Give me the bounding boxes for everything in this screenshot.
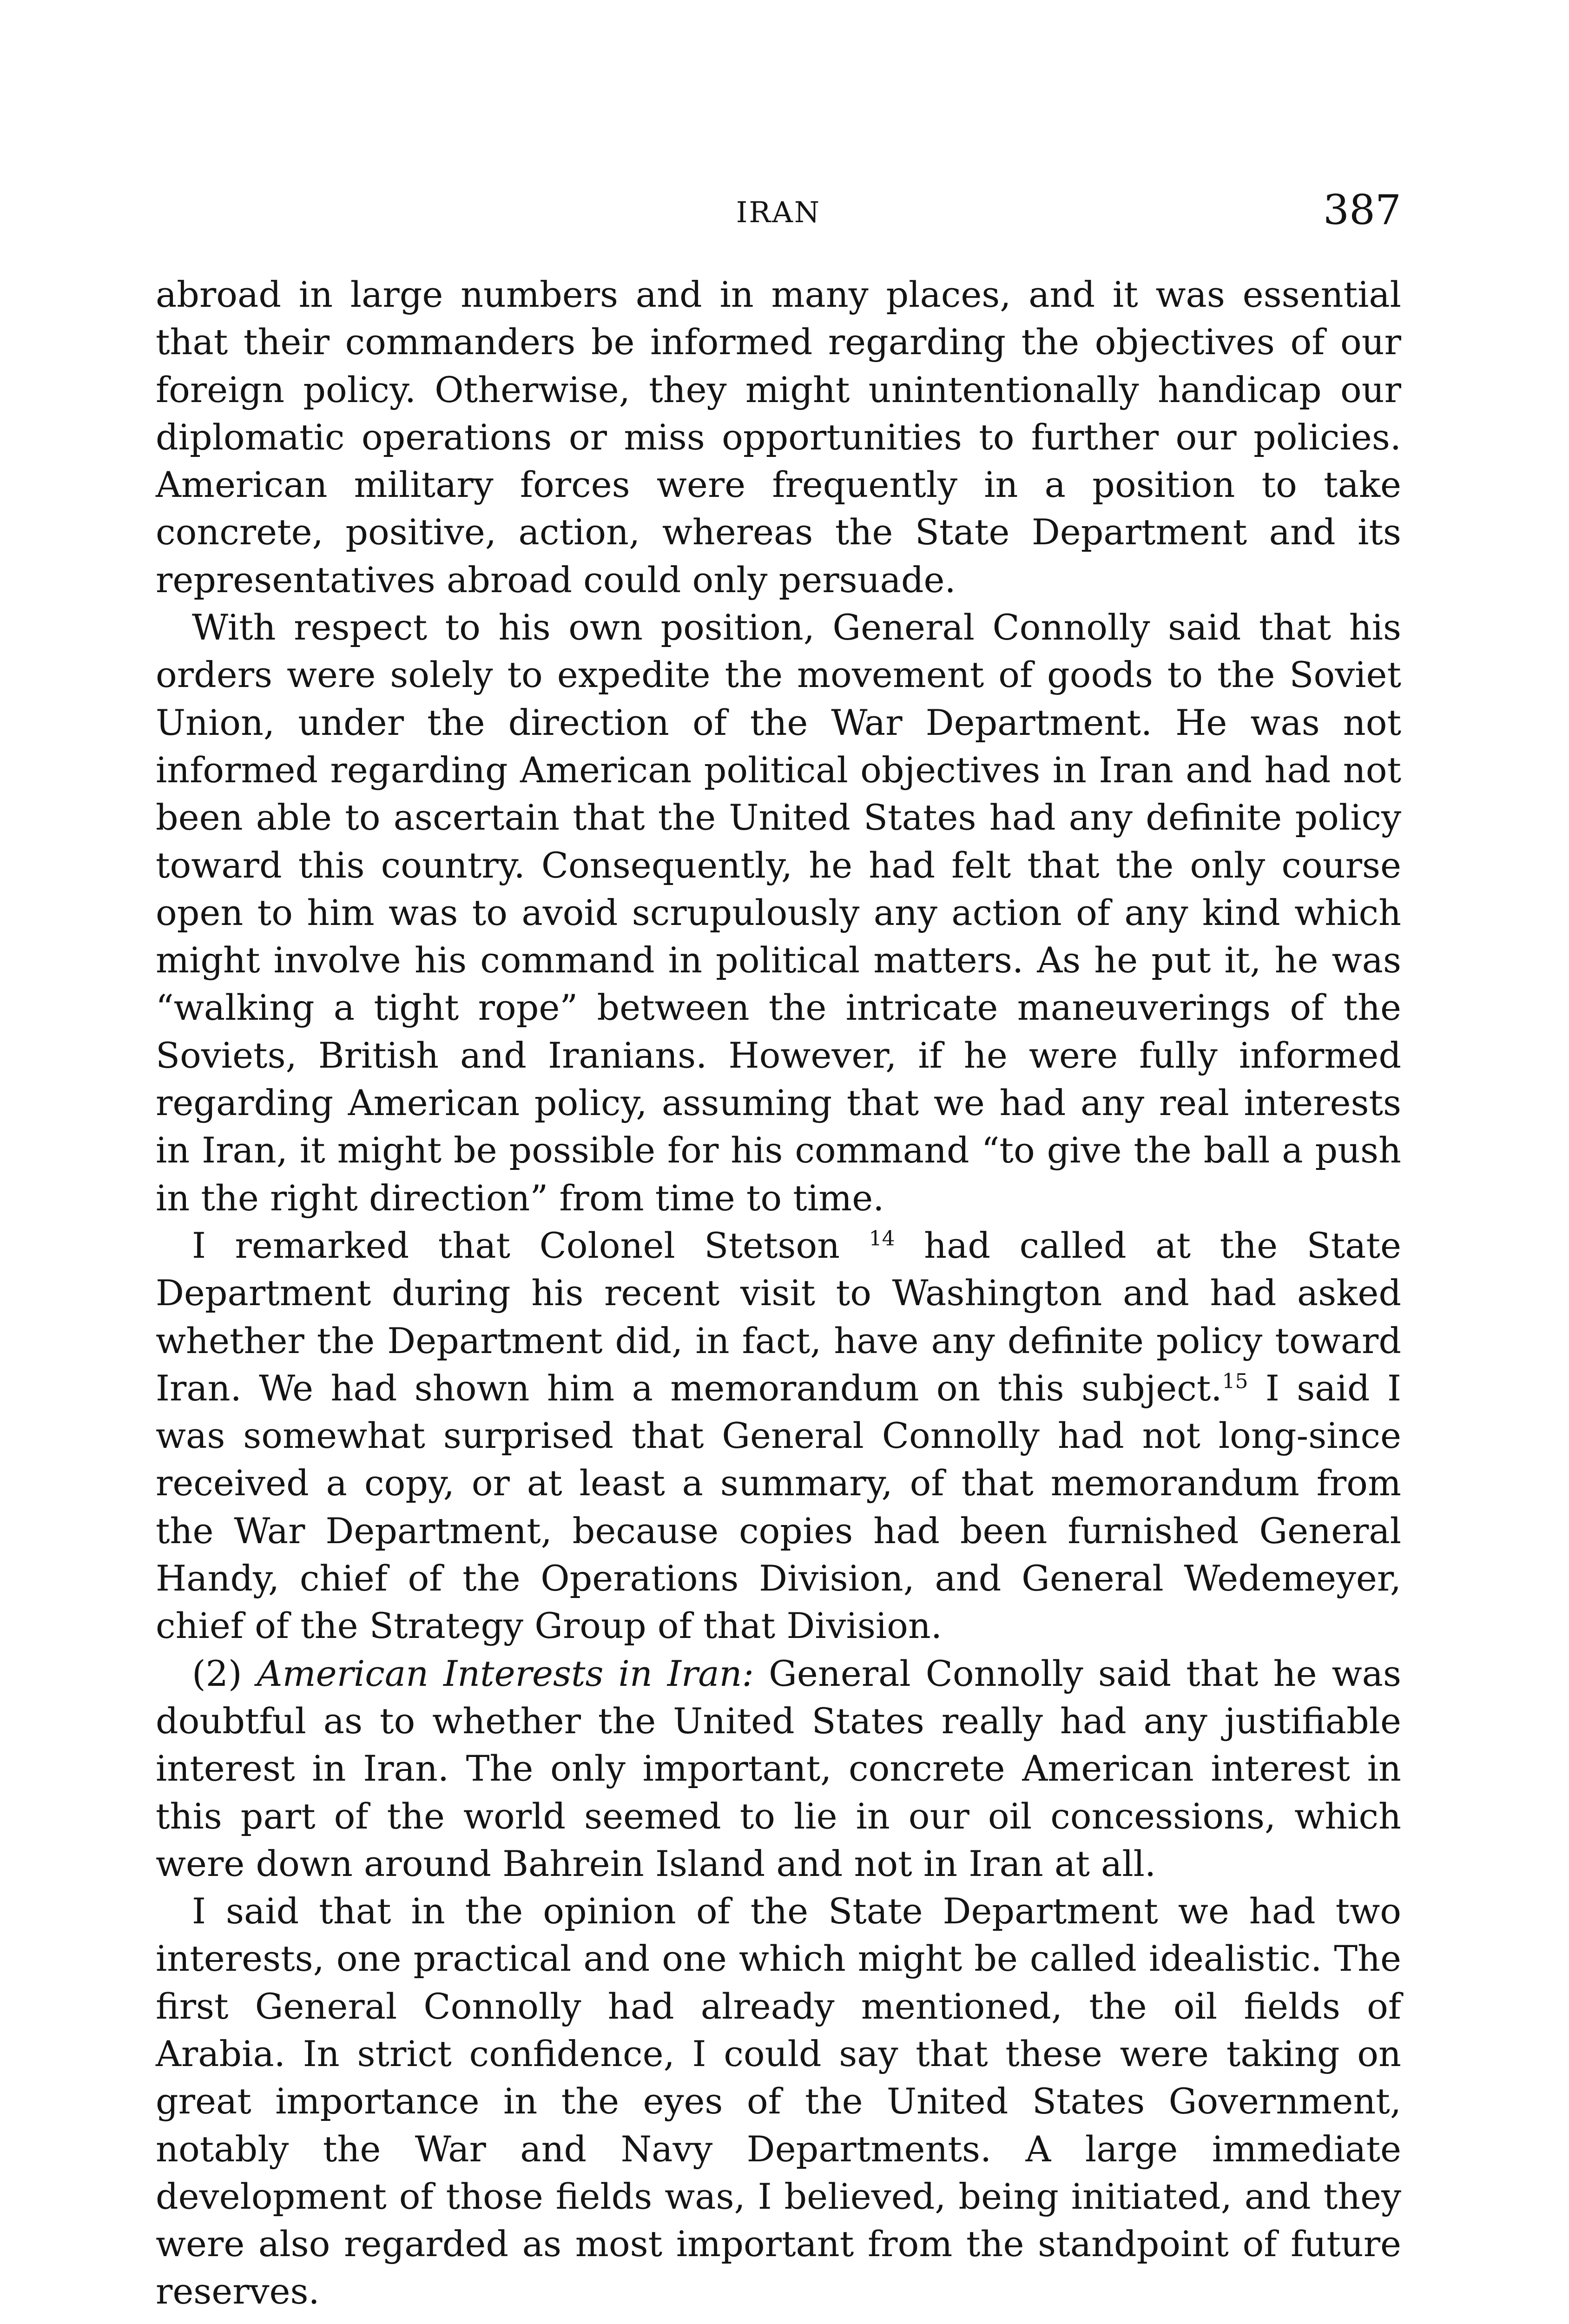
paragraph-4 — [156, 1650, 1401, 1888]
footnote-ref-14: 14 — [869, 1227, 895, 1251]
paragraph-3-text-b: had called at the State Department during his recent visit to Washington and had asked whether the Department did, in fact, have any definite policy toward Iran. We had shown him a memorandum on this subject. — [156, 1224, 1401, 1409]
paragraph-2-text: With respect to his own position, General Connolly said that his orders were solely to expedite the movement of goods to the Soviet Union, under the direction of the War Department. He was not informed regarding American political objectives in Iran and had not been able to ascertain that the United States had any definite policy toward this country. Consequently, he had felt that the only course open to him was to avoid scrupulously any action of any kind which might involve his command in political matters. As he put it, he was “walking a tight rope” between the intricate maneuverings of the Soviets, British and Iranians. However, if he were fully informed regarding American policy, assuming that we had any real interests in Iran, it might be possible for his command “to give the ball a push in the right direction” from time to time. — [156, 607, 1401, 1219]
section-heading-italic: American Interests in Iran: — [257, 1652, 754, 1694]
footnote-ref-15: 15 — [1222, 1369, 1248, 1393]
section-number: (2) — [192, 1652, 242, 1694]
page-number: 387 — [1323, 186, 1401, 234]
paragraph-2 — [156, 604, 1401, 1222]
running-title: IRAN — [736, 195, 821, 229]
running-head — [156, 186, 1401, 237]
paragraph-1-text: abroad in large numbers and in many places, and it was essential that their commanders be informed regarding the objectives of our foreign policy. Otherwise, they might unintentionally handicap our diplomatic operations or miss opportunities to further our policies. American military forces were frequently in a position to take concrete, positive, action, whereas the State Department and its representatives abroad could only persuade. — [156, 274, 1401, 601]
paragraph-3-text-c: I said I was somewhat surprised that General Connolly had not long-since received a copy, or at least a summary, of that memorandum from the War Department, because copies had been furnished General Handy, chief of the Operations Division, and General Wedemeyer, chief of the Strategy Group of that Division. — [156, 1367, 1401, 1647]
document-page — [156, 0, 1401, 2324]
paragraph-4-text: General Connolly said that he was doubtful as to whether the United States really had any justifiable interest in Iran. The only important, concrete American interest in this part of the world seemed to lie in our oil concessions, which were down around Bahrein Island and not in Iran at all. — [156, 1652, 1401, 1884]
body-text — [156, 271, 1401, 2316]
paragraph-5-text: I said that in the opinion of the State Department we had two interests, one practical and one which might be called idealistic. The first General Connolly had already mentioned, the oil fields of Arabia. In strict confidence, I could say that these were taking on great importance in the eyes of the United States Government, notably the War and Navy Departments. A large immediate development of those fields was, I believed, being initiated, and they were also regarded as most important from the standpoint of future reserves. — [156, 1890, 1401, 2312]
paragraph-3 — [156, 1222, 1401, 1650]
paragraph-3-text-a: I remarked that Colonel Stetson — [192, 1224, 840, 1266]
paragraph-1 — [156, 271, 1401, 604]
paragraph-5 — [156, 1888, 1401, 2316]
